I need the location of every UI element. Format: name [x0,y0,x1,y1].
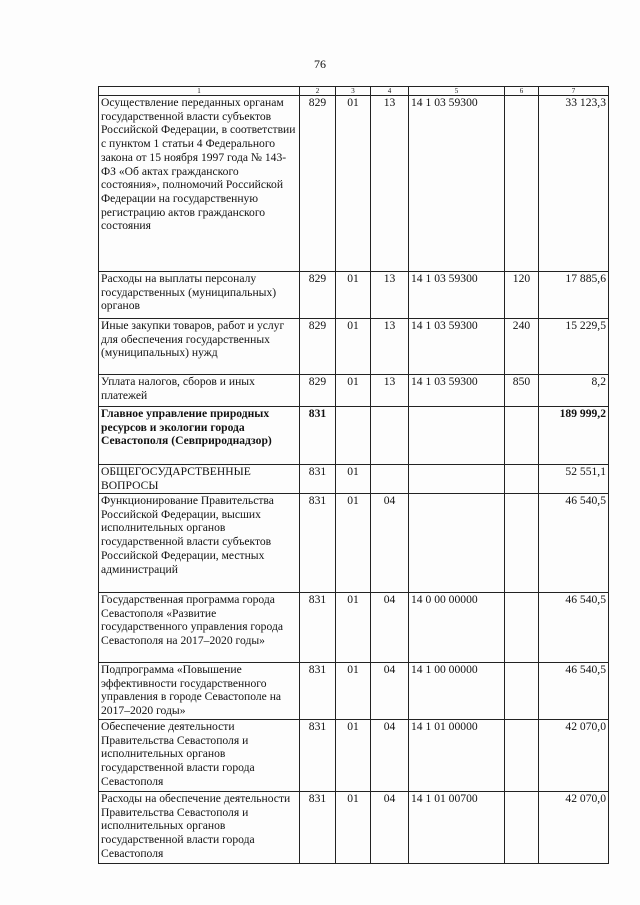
ved-code: 831 [300,593,336,663]
section-code: 01 [336,720,371,792]
table-row [99,272,609,319]
amount: 33 123,3 [539,96,609,272]
ved-code: 829 [300,319,336,375]
subsection-code: 13 [371,375,409,407]
subsection-code [371,465,409,494]
table-row [99,792,609,864]
column-header: 6 [505,87,539,96]
expense-type-code: 850 [505,375,539,407]
row-name: Осуществление переданных органам государственной власти субъектов Российской Федерации, в соответствии с пунктом 1 статьи 4 Федерального закона от 15 ноября 1997 года № 143-ФЗ «Об актах гражданского состояния», полномочий Российской Федерации на государственную регистрацию актов гражданского состояния [99,96,300,272]
target-article-code: 14 1 03 59300 [409,375,505,407]
section-code: 01 [336,663,371,720]
ved-code: 829 [300,272,336,319]
subsection-code: 04 [371,720,409,792]
table-row [99,494,609,593]
expense-type-code: 240 [505,319,539,375]
ved-code: 831 [300,494,336,593]
ved-code: 831 [300,465,336,494]
table-row [99,319,609,375]
expense-type-code [505,663,539,720]
section-code: 01 [336,792,371,864]
row-name: ОБЩЕГОСУДАРСТВЕННЫЕ ВОПРОСЫ [99,465,300,494]
table-row [99,593,609,663]
subsection-code: 04 [371,593,409,663]
amount: 46 540,5 [539,494,609,593]
row-name: Функционирование Правительства Российской Федерации, высших исполнительных органов государственной власти субъектов Российской Федерации, местных администраций [99,494,300,593]
amount: 15 229,5 [539,319,609,375]
section-code: 01 [336,375,371,407]
target-article-code: 14 1 00 00000 [409,663,505,720]
section-code [336,407,371,465]
amount: 46 540,5 [539,593,609,663]
row-name: Государственная программа города Севастополя «Развитие государственного управления города Севастополя на 2017–2020 годы» [99,593,300,663]
column-header: 5 [409,87,505,96]
target-article-code: 14 1 03 59300 [409,272,505,319]
section-code: 01 [336,593,371,663]
amount: 42 070,0 [539,792,609,864]
ved-code: 829 [300,375,336,407]
column-header: 4 [371,87,409,96]
table-row [99,720,609,792]
section-code: 01 [336,319,371,375]
column-header: 7 [539,87,609,96]
expense-type-code [505,494,539,593]
target-article-code: 14 0 00 00000 [409,593,505,663]
ved-code: 831 [300,407,336,465]
table-row [99,407,609,465]
target-article-code [409,407,505,465]
section-code: 01 [336,494,371,593]
subsection-code: 04 [371,792,409,864]
expense-type-code [505,96,539,272]
target-article-code [409,494,505,593]
ved-code: 831 [300,663,336,720]
expense-type-code: 120 [505,272,539,319]
amount: 42 070,0 [539,720,609,792]
budget-table [98,86,609,864]
section-code: 01 [336,96,371,272]
amount: 52 551,1 [539,465,609,494]
table-row [99,663,609,720]
target-article-code: 14 1 01 00000 [409,720,505,792]
column-header: 2 [300,87,336,96]
target-article-code: 14 1 01 00700 [409,792,505,864]
column-header: 3 [336,87,371,96]
page-number: 76 [314,57,326,71]
row-name: Подпрограмма «Повышение эффективности государственного управления в городе Севастополе на 2017–2020 годы» [99,663,300,720]
row-name: Главное управление природных ресурсов и экологии города Севастополя (Севприроднадзор) [99,407,300,465]
section-code: 01 [336,465,371,494]
subsection-code: 04 [371,494,409,593]
subsection-code: 04 [371,663,409,720]
subsection-code [371,407,409,465]
ved-code: 829 [300,96,336,272]
expense-type-code [505,407,539,465]
section-code: 01 [336,272,371,319]
row-name: Обеспечение деятельности Правительства Севастополя и исполнительных органов государственной власти города Севастополя [99,720,300,792]
expense-type-code [505,720,539,792]
target-article-code [409,465,505,494]
subsection-code: 13 [371,319,409,375]
subsection-code: 13 [371,96,409,272]
expense-type-code [505,593,539,663]
amount: 17 885,6 [539,272,609,319]
ved-code: 831 [300,720,336,792]
table-row [99,465,609,494]
column-number-row [99,87,609,96]
ved-code: 831 [300,792,336,864]
row-name: Иные закупки товаров, работ и услуг для обеспечения государственных (муниципальных) нужд [99,319,300,375]
column-header: 1 [99,87,300,96]
amount: 189 999,2 [539,407,609,465]
table-row [99,96,609,272]
table-row [99,375,609,407]
subsection-code: 13 [371,272,409,319]
expense-type-code [505,465,539,494]
target-article-code: 14 1 03 59300 [409,96,505,272]
amount: 8,2 [539,375,609,407]
row-name: Расходы на обеспечение деятельности Правительства Севастополя и исполнительных органов государственной власти города Севастополя [99,792,300,864]
row-name: Уплата налогов, сборов и иных платежей [99,375,300,407]
amount: 46 540,5 [539,663,609,720]
target-article-code: 14 1 03 59300 [409,319,505,375]
row-name: Расходы на выплаты персоналу государственных (муниципальных) органов [99,272,300,319]
expense-type-code [505,792,539,864]
